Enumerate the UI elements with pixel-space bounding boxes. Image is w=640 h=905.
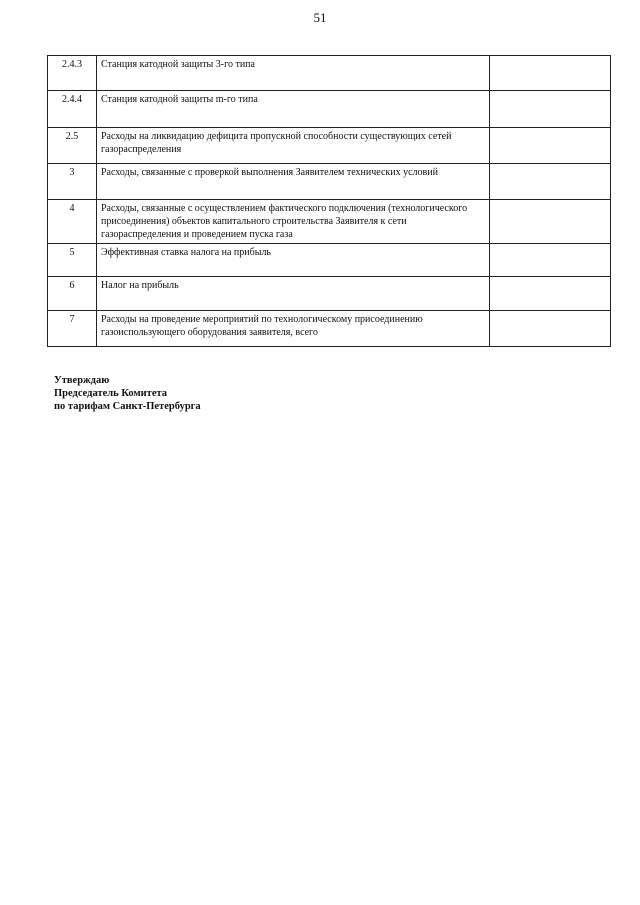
- row-value: [490, 128, 611, 164]
- row-value: [490, 200, 611, 244]
- row-value: [490, 56, 611, 91]
- row-value: [490, 91, 611, 128]
- table-row: [48, 277, 611, 311]
- row-number: 6: [48, 277, 97, 311]
- signatory-organization: по тарифам Санкт-Петербурга: [54, 401, 201, 412]
- row-description: Налог на прибыль: [97, 277, 490, 311]
- table-row: [48, 128, 611, 164]
- approval-signature-block: [54, 374, 201, 413]
- row-description: Эффективная ставка налога на прибыль: [97, 244, 490, 277]
- table-row: [48, 56, 611, 91]
- row-description: Станция катодной защиты 3-го типа: [97, 56, 490, 91]
- row-description: Расходы, связанные с проверкой выполнения Заявителем технических условий: [97, 164, 490, 200]
- row-number: 2.4.3: [48, 56, 97, 91]
- row-value: [490, 277, 611, 311]
- row-description: Станция катодной защиты m-го типа: [97, 91, 490, 128]
- page-number: 51: [313, 10, 327, 25]
- row-value: [490, 244, 611, 277]
- row-number: 4: [48, 200, 97, 244]
- row-number: 5: [48, 244, 97, 277]
- row-value: [490, 164, 611, 200]
- row-description: Расходы на ликвидацию дефицита пропускной способности существующих сетей газораспределения: [97, 128, 490, 164]
- table-row: [48, 200, 611, 244]
- row-number: 7: [48, 311, 97, 347]
- row-description: Расходы, связанные с осуществлением фактического подключения (технологического присоединения) объектов капитального строительства Заявителя к сети газораспределения и проведением пуска газа: [97, 200, 490, 244]
- table-row: [48, 164, 611, 200]
- row-number: 2.5: [48, 128, 97, 164]
- approval-word: Утверждаю: [54, 375, 110, 386]
- cost-table: [47, 55, 611, 347]
- row-description: Расходы на проведение мероприятий по технологическому присоединению газоиспользующего оборудования заявителя, всего: [97, 311, 490, 347]
- table-row: [48, 244, 611, 277]
- row-number: 3: [48, 164, 97, 200]
- signatory-title: Председатель Комитета: [54, 388, 168, 399]
- table-row: [48, 311, 611, 347]
- row-value: [490, 311, 611, 347]
- row-number: 2.4.4: [48, 91, 97, 128]
- table-row: [48, 91, 611, 128]
